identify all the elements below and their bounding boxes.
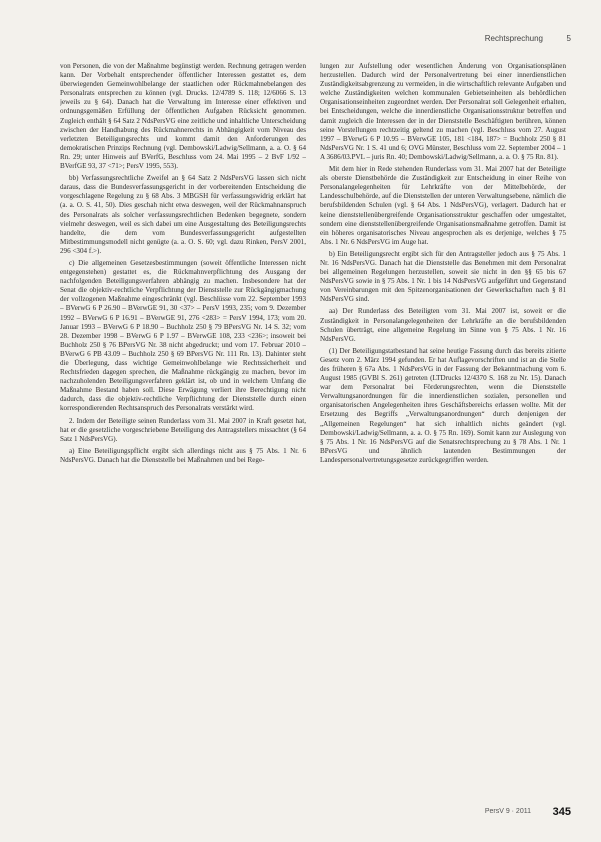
paragraph: aa) Der Runderlass des Beteiligten vom 31. Mai 2007 ist, soweit er die Zuständigkeit in Personalangelegenheiten der Lehrkräfte an die berufsbildenden Schulen überträgt, eine allgemeine Regelung im Sinne von § 75 Abs. 1 Nr. 16 NdsPersVG. xyxy=(320,307,566,343)
paragraph: (1) Der Beteiligungstatbestand hat seine heutige Fassung durch das bereits zitierte Gesetz vom 2. März 1994 gefunden. Er hat Auflagevorschriften und ist an die Stelle des früheren § 67a Abs. 1 NdsPersVG in der Fassung der Bekanntmachung vom 6. August 1985 (GVBl S. 261) getreten (LTDrucks 12/4370 S. 168 zu Nr. 15). Danach war dem Personalrat bei Förderungsrechten, wenn die Dienststelle Verwaltungsanordnungen für die innerdienstlichen sozialen, personellen und organisatorischen Angelegenheiten ihres Geschäftsbereichs erlassen wollte. Mit der Ersetzung des Begriffs „Verwaltungsanordnungen“ durch denjenigen der „Allgemeinen Regelungen“ hat sich inhaltlich nichts geändert (vgl. Dembowski/Ladwig/Sellmann, a. a. O. § 75 Rn. 169). Somit kann zur Auslegung von § 75 Abs. 1 Nr. 16 NdsPersVG auf die Senatsrechtsprechung zu § 78 Abs. 1 Nr. 1 BPersVG und ähnlich lautenden Bestimmungen der Landespersonalvertretungsgesetze zurückgegriffen werden. xyxy=(320,346,566,464)
section-title: Rechtsprechung xyxy=(484,34,543,43)
page-header xyxy=(40,34,571,48)
text-columns xyxy=(60,62,566,806)
paragraph: b) Ein Beteiligungsrecht ergibt sich für den Antragsteller jedoch aus § 75 Abs. 1 Nr. 16 NdsPersVG. Danach hat die Dienststelle das Benehmen mit dem Personalrat bei allgemeinen Regelungen herzustellen, soweit sie nicht in den §§ 65 bis 67 NdsPersVG sowie in § 75 Abs. 1 Nr. 1 bis 14 NdsPersVG aufgeführt und Gegenstand von Vereinbarungen mit den Spitzenorganisationen der Gewerkschaften nach § 81 NdsPersVG sind. xyxy=(320,249,566,304)
paragraph: von Personen, die von der Maßnahme begünstigt werden. Rechnung getragen werden kann. Der Vorbehalt entsprechender öffentlicher Interessen gestattet es, dem überwiegenden Gemeinwohlbelange der staatlichen oder Rückmahnebelangen des Personalrats entsprechen zu können (vgl. Drucks. 12/4789 S. 118; 12/6066 S. 13 jeweils zu § 64). Danach hat die Verwaltung im Interesse einer effektiven und ordnungsgemäßen Erfüllung der öffentlichen Aufgaben Rücksicht genommen. Zugleich enthält § 64 Satz 2 NdsPersVG eine zeitliche und inhaltliche Unterscheidung zwischen der Handhabung des Rückmahnerechts in Abhängigkeit vom Niveau des verletzten Beteiligungsrechts und kommt damit den Anforderungen des demokratischen Prinzips Rechnung (vgl. Dembowski/Ladwig/Sellmann, a. a. O. § 64 Rn. 29; unter Hinweis auf BVerfG, Beschluss vom 24. Mai 1995 – 2 BvF 1/92 – BVerfGE 93, 37 <71>; PersV 1995, 553). xyxy=(60,62,306,171)
right-column xyxy=(320,62,566,806)
paragraph: bb) Verfassungsrechtliche Zweifel an § 64 Satz 2 NdsPersVG lassen sich nicht daraus, dass die Bundesverfassungsgericht in der vorbereitenden Entscheidung die vorgeschlagene Regelung zu § 68 Abs. 3 MBGSH für verfassungswidrig erklärt hat (a. a. O. S. 41, 50). Dies geschah nicht etwa deswegen, weil der Rückmahnanspruch des Personalrats als solcher verfassungsrechtlichen Bedenken begegnete, sondern vielmehr deswegen, weil es sich dabei um eine Ausgestaltung des Beteiligungsrechts handelte, die dem vom Bundesverfassungsgericht aufgestellten Mitbestimmungsmodell nicht genügte (a. a. O. S. 60; vgl. dazu Rinken, PersV 2001, 296 <304 f.>). xyxy=(60,174,306,255)
paragraph: c) Die allgemeinen Gesetzesbestimmungen (soweit öffentliche Interessen nicht entgegenstehen) gestattet es, die Rückmahnverpflichtung des Ausgang der nachfolgenden Beteiligungsverfahren abhängig zu machen. Insbesondere hat der Senat die objektiv-rechtliche Verpflichtung der Dienststelle zur Rückgängigmachung der vollzogenen Maßnahme eingeschränkt (vgl. Beschlüsse vom 22. September 1993 – BVerwG 6 P 26.90 – BVerwGE 91, 30 <37> – PersV 1993, 235; vom 9. Dezember 1992 – BVerwG 6 P 16.91 – BVerwGE 91, 276 <283> = PersV 1994, 173; vom 20. Januar 1993 – BVerwG 6 P 18.90 – Buchholz 250 § 79 BPersVG Nr. 14 S. 32; vom 28. Dezember 1998 – BVerwG 6 P 1.97 – BVerwGE 108, 233 <236>; insoweit bei Buchholz 250 § 76 BPersVG Nr. 38 nicht abgedruckt; und vom 17. Februar 2010 – BVerwG 6 PB 43.09 – Buchholz 250 § 69 BPersVG Nr. 111 Rn. 13). Dahinter steht die Überlegung, dass wichtige Gemeinwohlbelange wie Rechtssicherheit und Rechtsfrieden dagegen sprechen, die Maßnahme rückgängig zu machen, bevor im nachzuholenden Beteiligungsverfahren geklärt ist, ob und in welchem Umfang die Maßnahme Bestand haben soll. Diese Erwägung verliert ihre Berechtigung nicht dadurch, dass die objektiv-rechtliche Verpflichtung der Dienststelle durch einen korrespondierenden Rechtsanspruch des Personalrats verstärkt wird. xyxy=(60,258,306,413)
page-footer xyxy=(60,806,571,820)
paragraph: lungen zur Aufstellung oder wesentlichen Änderung von Organisationsplänen herzustellen. Dadurch wird der Personalvertretung bei einer innerdienstlichen Zuständigkeitsabgrenzung zu vermeiden, in die wirtschaftlich relevante Aufgaben und welche Zuständigkeiten welchen kommunalen Gebietseinheiten als behördlichen Organisationseinheiten zugeordnet werden. Der Personalrat soll Gelegenheit erhalten, bei Entscheidungen, welche die innerdienstliche Organisationsstruktur betreffen und damit zugleich die Interessen der in der Dienststelle Beschäftigten berühren, können seine Vorstellungen rechtzeitig geltend zu machen (vgl. Beschluss vom 27. August 1997 – BVerwG 6 P 10.95 – BVerwGE 105, 181 <184, 187> = Buchholz 250 § 81 NdsPersVG Nr. 1 S. 41 und 6; OVG Münster, Beschluss vom 22. September 2004 – 1 A 3686/03.PVL – juris Rn. 40; Dembowski/Ladwig/Sellmann, a. a. O. § 75 Rn. 81). xyxy=(320,62,566,161)
section-marker: 5 xyxy=(566,34,571,43)
page-number: 345 xyxy=(552,806,571,818)
journal-issue: PersV 9 · 2011 xyxy=(484,808,531,815)
paragraph: 2. Indem der Beteiligte seinen Runderlass vom 31. Mai 2007 in Kraft gesetzt hat, hat er die gesetzliche vorgeschriebene Beteiligung des Antragstellers missachtet (§ 64 Satz 1 NdsPersVG). xyxy=(60,416,306,443)
left-column xyxy=(60,62,306,806)
paragraph: Mit dem hier in Rede stehenden Runderlass vom 31. Mai 2007 hat der Beteiligte als oberste Dienstbehörde die Zuständigkeit zur Entscheidung in einer Reihe von Personalangelegenheiten für Lehrkräfte von der Mittelbehörde, der Landesschulbehörde, auf die Dienststellen der unteren Verwaltungsebene, nämlich die berufsbildenden Schulen (vgl. § 64 Abs. 1 NdsPersVG), verlagert. Dadurch hat er keine dienststellenübergreifende Organisationsstruktur geschaffen oder umgestaltet, sondern eine dienststellenübergreifende Organisationsmaßnahme getroffen. Damit ist ein höheres organisatorisches Niveau angesprochen als es derjenige, welches § 75 Abs. 1 Nr. 6 NdsPersVG im Auge hat. xyxy=(320,165,566,246)
paragraph: a) Eine Beteiligungspflicht ergibt sich allerdings nicht aus § 75 Abs. 1 Nr. 6 NdsPersVG. Danach hat die Dienststelle bei Maßnahmen und bei Rege- xyxy=(60,446,306,464)
